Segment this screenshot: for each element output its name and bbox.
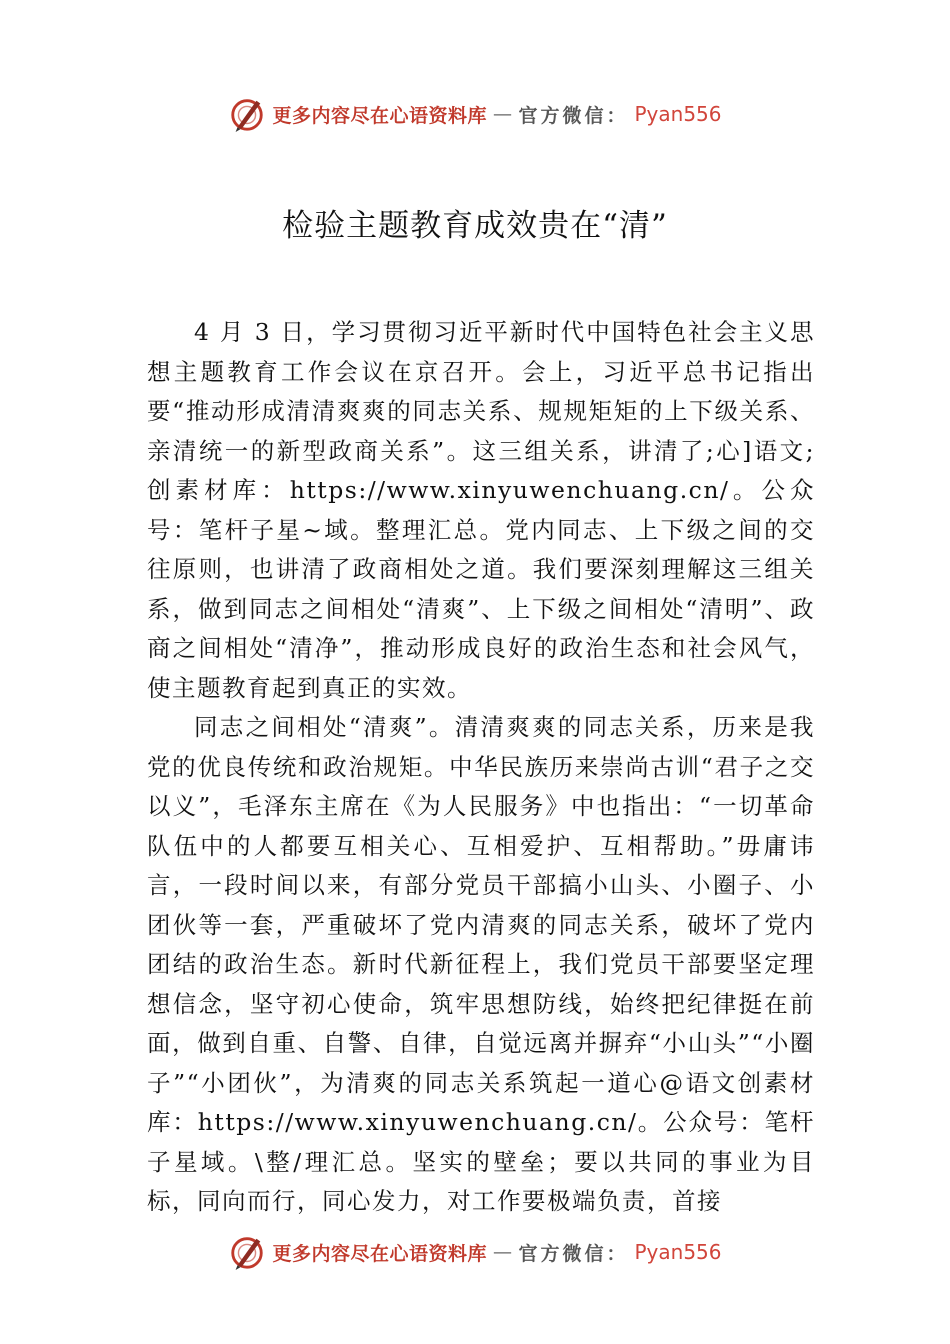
pen-logo-icon xyxy=(228,95,266,133)
footer-banner xyxy=(0,1232,950,1272)
document-body xyxy=(147,313,815,1222)
banner-separator: — xyxy=(492,103,513,125)
banner-official-label: 官方微信： xyxy=(518,1242,629,1265)
banner-separator: — xyxy=(492,1241,513,1263)
banner-official-label: 官方微信： xyxy=(518,104,629,127)
document-title: 检验主题教育成效贵在“清” xyxy=(282,208,668,244)
paragraph-1: 4 月 3 日，学习贯彻习近平新时代中国特色社会主义思想主题教育工作会议在京召开。会上，习近平总书记指出要“推动形成清清爽爽的同志关系、规规矩矩的上下级关系、 亲清统一的新型政商关系”。这三组关系，讲清了;心]语文;创素材库：https://www.xinyuwenchuang.cn/。公众号：笔杆子星~域。整理汇总。党内同志、上下级之间的交往原则，也讲清了政商相处之道。我们要深刻理解这三组关系，做到同志之间相处“清爽”、上下级之间相处“清明”、政商之间相处“清净”，推动形成良好的政治生态和社会风气，使主题教育起到真正的实效。 xyxy=(147,318,815,702)
banner-wechat-id: Pyan556 xyxy=(634,102,722,126)
banner-brand-text: 更多内容尽在心语资料库 xyxy=(272,1242,487,1265)
banner-wechat-id: Pyan556 xyxy=(634,1240,722,1264)
paragraph-2: 同志之间相处“清爽”。清清爽爽的同志关系，历来是我党的优良传统和政治规矩。中华民族历来崇尚古训“君子之交以义”，毛泽东主席在《为人民服务》中也指出：“一切革命队伍中的人都要互相关心、互相爱护、互相帮助。”毋庸讳言，一段时间以来，有部分党员干部搞小山头、小圈子、小团伙等一套，严重破坏了党内清爽的同志关系，破坏了党内团结的政治生态。新时代新征程上，我们党员干部要坚定理想信念，坚守初心使命，筑牢思想防线，始终把纪律挺在前面，做到自重、自警、自律，自觉远离并摒弃“小山头”“小圈子”“小团伙”，为清爽的同志关系筑起一道心@语文创素材库：https://www.xinyuwenchuang.cn/。公众号：笔杆子星域。\整/理汇总。坚实的壁垒；要以共同的事业为目标，同向而行，同心发力，对工作要极端负责，首接 xyxy=(147,713,815,1215)
pen-logo-icon xyxy=(228,1233,266,1271)
banner-brand-text: 更多内容尽在心语资料库 xyxy=(272,104,487,127)
header-banner xyxy=(0,94,950,134)
